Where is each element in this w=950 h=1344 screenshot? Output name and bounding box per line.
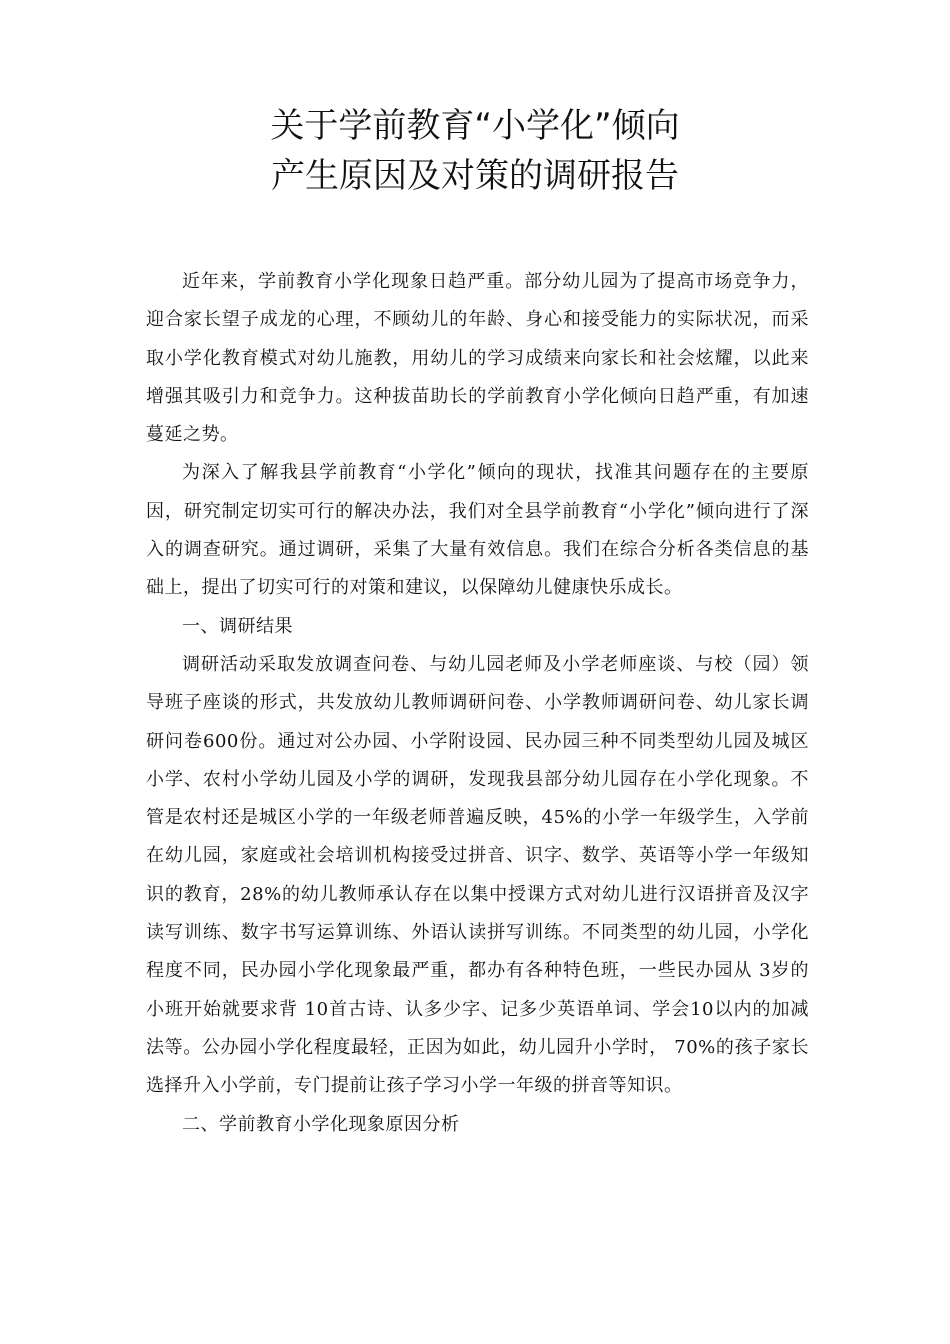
section-heading-2: 二、学前教育小学化现象原因分析 <box>182 1113 460 1135</box>
document-title-line-2: 产生原因及对策的调研报告 <box>271 156 679 196</box>
document-body <box>146 263 809 1144</box>
paragraph-purpose: 为深入了解我县学前教育“小学化”倾向的现状，找准其问题存在的主要原因，研究制定切实可行的解决办法，我们对全县学前教育“小学化”倾向进行了深入的调查研究。通过调研，采集了大量有效信息。我们在综合分析各类信息的基础上，提出了切实可行的对策和建议，以保障幼儿健康快乐成长。 <box>146 462 809 599</box>
section-heading-1: 一、调研结果 <box>182 615 293 637</box>
paragraph-results: 调研活动采取发放调查问卷、与幼儿园老师及小学老师座谈、与校（园）领导班子座谈的形式，共发放幼儿教师调研问卷、小学教师调研问卷、幼儿家长调研问卷600份。通过对公办园、小学附设园、民办园三种不同类型幼儿园及城区小学、农村小学幼儿园及小学的调研，发现我县部分幼儿园存在小学化现象。不管是农村还是城区小学的一年级老师普遍反映，45%的小学一年级学生，入学前在幼儿园，家庭或社会培训机构接受过拼音、识字、数学、英语等小学一年级知识的教育，28%的幼儿教师承认存在以集中授课方式对幼儿进行汉语拼音及汉字读写训练、数字书写运算训练、外语认读拼写训练。不同类型的幼儿园，小学化程度不同，民办园小学化现象最严重，都办有各种特色班，一些民办园从 3岁的小班开始就要求背 10首古诗、认多少字、记多少英语单词、学会10以内的加减法等。公办园小学化程度最轻，正因为如此，幼儿园升小学时， 70%的孩子家长选择升入小学前，专门提前让孩子学习小学一年级的拼音等知识。 <box>146 653 809 1097</box>
paragraph-intro: 近年来，学前教育小学化现象日趋严重。部分幼儿园为了提高市场竞争力，迎合家长望子成龙的心理，不顾幼儿的年龄、身心和接受能力的实际状况，而采取小学化教育模式对幼儿施教，用幼儿的学习成绩来向家长和社会炫耀，以此来增强其吸引力和竞争力。这种拔苗助长的学前教育小学化倾向日趋严重，有加速蔓延之势。 <box>146 271 809 446</box>
document-title-line-1: 关于学前教育“小学化”倾向 <box>270 106 680 146</box>
